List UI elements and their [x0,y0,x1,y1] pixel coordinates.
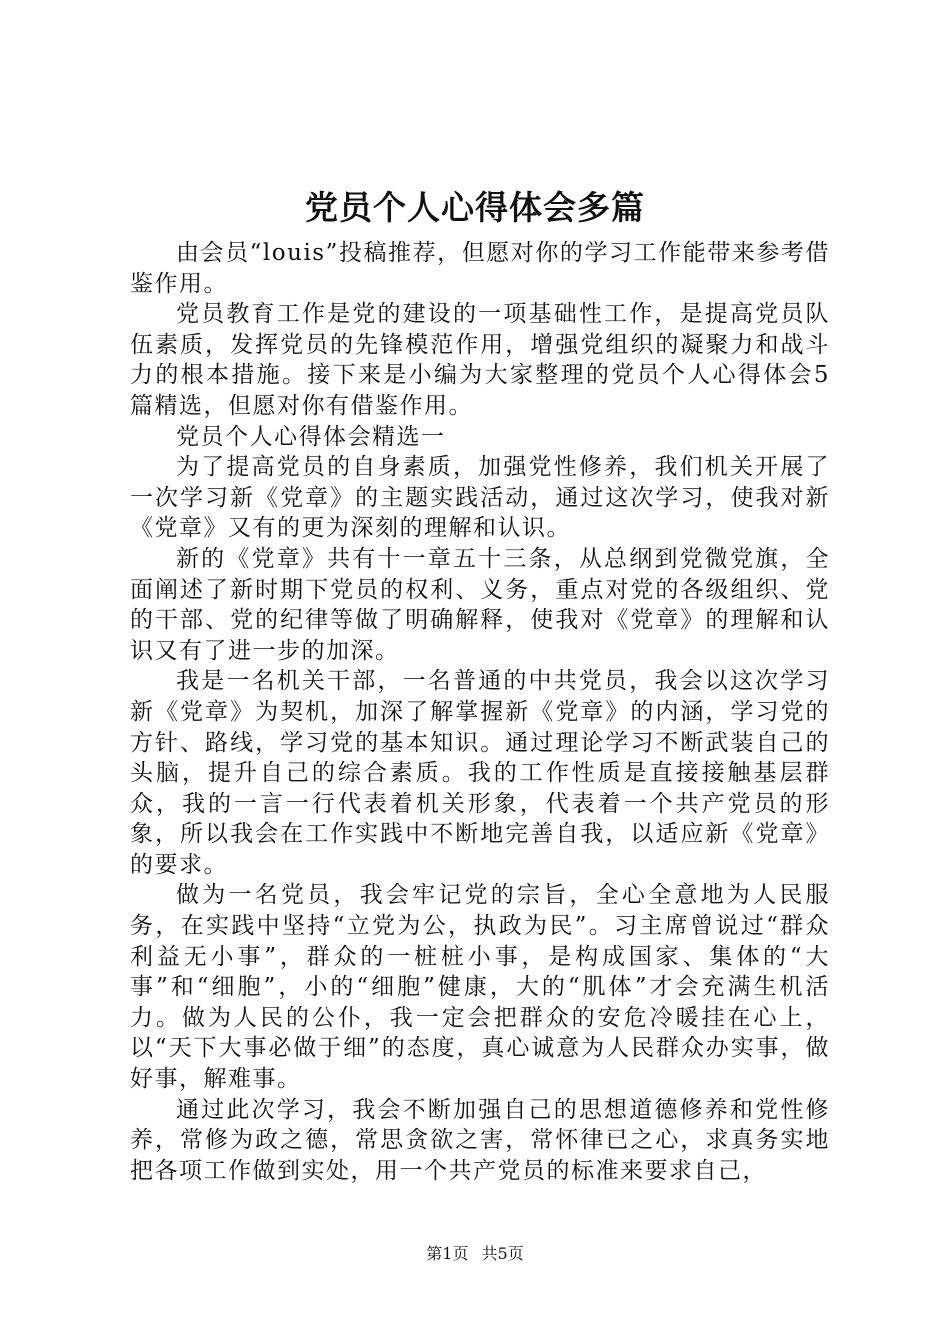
page-number: 第1页 [426,1244,469,1263]
document-title: 党员个人心得体会多篇 [305,188,645,227]
paragraph: 为了提高党员的自身素质，加强党性修养，我们机关开展了一次学习新《党章》的主题实践活动，通过这次学习，使我对新《党章》又有的更为深刻的理解和认识。 [130,454,830,542]
paragraph: 新的《党章》共有十一章五十三条，从总纲到党微党旗，全面阐述了新时期下党员的权利、义务，重点对党的各级组织、党的干部、党的纪律等做了明确解释，使我对《党章》的理解和认识又有了进一步的加深。 [130,545,830,664]
paragraph: 做为一名党员，我会牢记党的宗旨，全心全意地为人民服务，在实践中坚持“立党为公，执政为民”。习主席曾说过“群众利益无小事”，群众的一桩桩小事，是构成国家、集体的“大事”和“细胞”，小的“细胞”健康，大的“肌体”才会充满生机活力。做为人民的公仆，我一定会把群众的安危冷暖挂在心上，以“天下大事必做于细”的态度，真心诚意为人民群众办实事，做好事，解难事。 [130,882,830,1093]
document-body [130,238,830,1186]
section-heading: 党员个人心得体会精选一 [176,423,446,450]
paragraph-overview: 党员教育工作是党的建设的一项基础性工作，是提高党员队伍素质，发挥党员的先锋模范作用，增强党组织的凝聚力和战斗力的根本措施。接下来是小编为大家整理的党员个人心得体会5篇精选，但愿对你有借鉴作用。 [130,301,830,419]
page-footer [0,1244,950,1264]
page-total: 共5页 [481,1244,524,1263]
paragraph-intro: 由会员“louis”投稿推荐，但愿对你的学习工作能带来参考借鉴作用。 [130,240,830,297]
paragraph: 我是一名机关干部，一名普通的中共党员，我会以这次学习新《党章》为契机，加深了解掌握新《党章》的内涵，学习党的方针、路线，学习党的基本知识。通过理论学习不断武装自己的头脑，提升自己的综合素质。我的工作性质是直接接触基层群众，我的一言一行代表着机关形象，代表着一个共产党员的形象，所以我会在工作实践中不断地完善自我，以适应新《党章》的要求。 [130,668,830,878]
paragraph: 通过此次学习，我会不断加强自己的思想道德修养和党性修养，常修为政之德，常思贪欲之害，常怀律已之心，求真务实地把各项工作做到实处，用一个共产党员的标准来要求自己， [130,1096,830,1184]
